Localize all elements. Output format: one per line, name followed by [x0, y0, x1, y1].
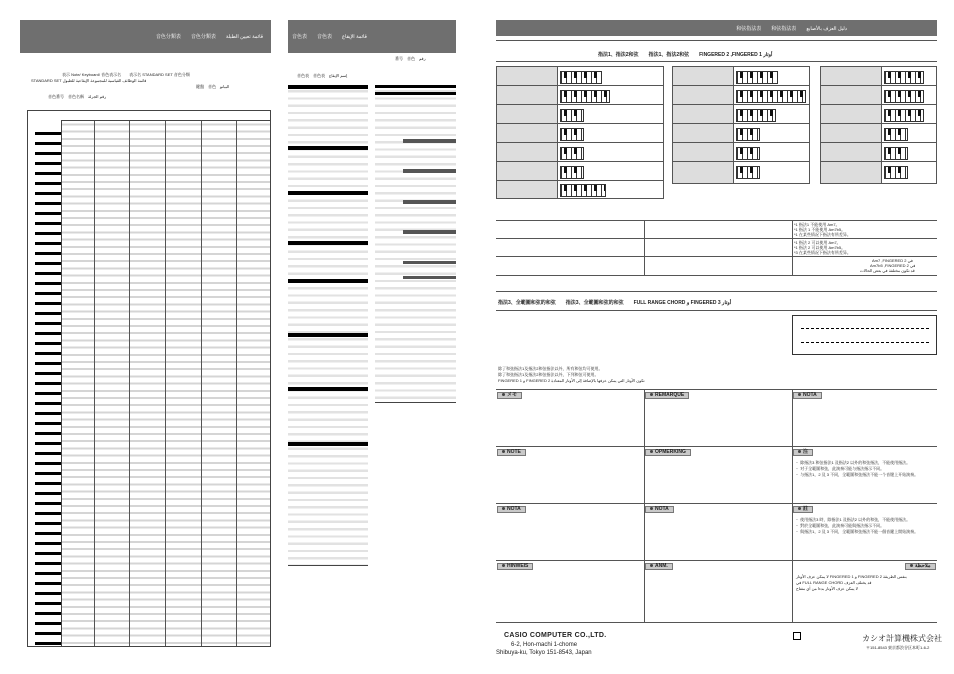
section2-desc-2: 除了和弦指法1及指法2和弦指法以外，下列和弦可使用。 [498, 372, 599, 377]
panel1-line2: STANDARD SET قائمة الوظائف القياسية للمجموعة الإيقاعية للطبول [31, 78, 147, 83]
keyboard-icon [736, 90, 806, 103]
footnote-9: قد تكون مختلفة في بعض الحالات [860, 268, 915, 273]
footnote-2: *1 指法 1 不能使用 Am7b5。 [794, 227, 846, 232]
panel1-keyboard-markers [35, 127, 61, 647]
ar-note-1: لا يمكن عزف الأوتار FINGERED 1 و FINGERED 2 بنفس الطريقة [796, 574, 907, 579]
keyboard-icon [884, 147, 908, 160]
note-tag-ar: ملاحظة [905, 563, 936, 570]
panel3-header [496, 20, 937, 36]
panel2-header-title: 音色表 音色表 قائمة الإيقاع [292, 34, 367, 40]
panel2-header [288, 20, 456, 53]
tw-note-2: ・ 對於全範圍和弦，此演奏可能與指法指示不同。 [795, 523, 885, 528]
panel2-col-a-header: 音色表 音色表 إسم الإيقاع [297, 73, 348, 78]
zh-note-3: ・ 与指法1，2 及 3 不同，全範圍和弦指法不能一个音键上开始演奏。 [795, 472, 919, 477]
keyboard-icon [560, 166, 584, 179]
section2-desc-3: FINGERED 1 و FINGERED 2 تكون الأوتار التي يمكن عزفها بالإضافة إلى الأوتار المعتادة [498, 378, 645, 383]
tw-note-3: ・ 與指法1，2 及 3 不同，全範圍和弦指法不能一個音鍵上開始演奏。 [795, 529, 919, 534]
footnote-1: *1 指法1 不能使用 Am7。 [794, 222, 840, 227]
panel1-table [27, 110, 271, 647]
footnote-8: Am7b5 ,FINGERED 2 في [870, 263, 916, 268]
keyboard-icon [560, 71, 602, 84]
panel3-header-title: 和弦指法表 和弦指法表 دليل العزف بالأصابع [736, 25, 847, 32]
footnote-7: Am7 ,FINGERED 2 في [872, 258, 913, 263]
footnote-4: *1 指法 2 可以使用 Am7。 [794, 240, 841, 245]
panel2-list-a [288, 85, 368, 566]
ar-note-3: لا يمكن عزف الأوتار بدءا من أي مفتاح [796, 586, 858, 591]
note-tag-zh: 注 [793, 449, 813, 456]
note-tag-tw: 註 [793, 506, 813, 513]
keyboard-icon [560, 90, 610, 103]
company-address-2: Shibuya-ku, Tokyo 151-8543, Japan [496, 650, 592, 656]
panel1-col-label: 音色番号 音色名稱 رقم الجرلة [48, 94, 107, 99]
panel2-list-b [375, 85, 456, 403]
keyboard-icon [560, 128, 584, 141]
company-name: CASIO COMPUTER CO.,LTD. [504, 632, 607, 639]
note-tag-jp: メモ [497, 392, 522, 399]
keyboard-icon [884, 166, 908, 179]
keyboard-icon [560, 109, 584, 122]
keyboard-icon [736, 147, 760, 160]
dashed-chord-box [792, 315, 937, 355]
keyboard-icon [884, 71, 924, 84]
company-name-jp: カシオ計算機株式会社 [862, 634, 942, 643]
square-icon [793, 632, 801, 640]
chord-group-1 [496, 66, 664, 199]
footnote-6: *3 在某些情况下指法有所差异。 [794, 250, 851, 255]
footnote-5: *1 指法 2 可以使用 Am7b5。 [794, 245, 846, 250]
note-tag-en: NOTE [497, 449, 526, 456]
keyboard-icon [736, 128, 760, 141]
footnote-3: *1 在某些情况下指法有所差异。 [794, 232, 851, 237]
section2-desc-1: 除了和弦指法1及指法2和弦指法以外，所有和弦均可使用。 [498, 366, 603, 371]
panel1-line1: 表示 Note/ Keyboard/ 音色表示名 表示名 STANDARD SET 音色分類 [62, 72, 190, 77]
zh-note-1: ・ 除指法3 和弦指法1 及指法2 以外的和弦指法，不能使用指法。 [795, 460, 911, 465]
chord-group-2 [672, 66, 810, 184]
company-address-jp: 〒151-8543 東京都渋谷区本町1-6-2 [866, 645, 930, 650]
panel2-col-b-header: 番号 音色 رقم [395, 56, 426, 61]
keyboard-icon [560, 147, 584, 160]
note-tag-pt: NOTA [645, 506, 674, 513]
note-tag-it: NOTA [497, 506, 526, 513]
ar-note-2: في FULL RANGE CHORD قد يختلف العزف [796, 580, 872, 585]
tw-note-1: ・ 使用指法3 時，除指法1 及指法2 以外的和弦，不能使用指法。 [795, 517, 911, 522]
panel1-header [20, 20, 271, 53]
chord-group-3 [820, 66, 937, 184]
panel1-header-title: 音色分類表 音色分類表 قائمة تعيين الطبلة [155, 34, 263, 40]
note-tag-nl: OPMERKING [645, 449, 691, 456]
note-tag-es: NOTA [793, 392, 822, 399]
keyboard-icon [884, 109, 924, 122]
keyboard-icon [560, 184, 606, 197]
note-tag-de: HINWEIS [497, 563, 533, 570]
panel1-line3: 鍵盤 音色 البيانو [196, 84, 230, 89]
keyboard-icon [736, 71, 778, 84]
keyboard-icon [736, 166, 760, 179]
note-tag-fr: REMARQUE [645, 392, 689, 399]
zh-note-2: ・ 对于全範圍和弦，此演奏可能与指法指示不同。 [795, 466, 885, 471]
company-address-1: 6-2, Hon-machi 1-chome [511, 642, 578, 648]
keyboard-icon [884, 90, 924, 103]
keyboard-icon [736, 109, 776, 122]
keyboard-icon [884, 128, 908, 141]
note-tag-sv: ANM. [645, 563, 673, 570]
section2-title: 指法3、全範圍和弦的和弦 指法3、全範圍和弦的和弦 FULL RANGE CHORD و FINGERED 3 أوتار [498, 300, 732, 306]
section1-title: 指法1、指法2和弦 指法1、指法2和弦 FINGERED 2 ,FINGERED 1 أوتار [598, 52, 773, 58]
